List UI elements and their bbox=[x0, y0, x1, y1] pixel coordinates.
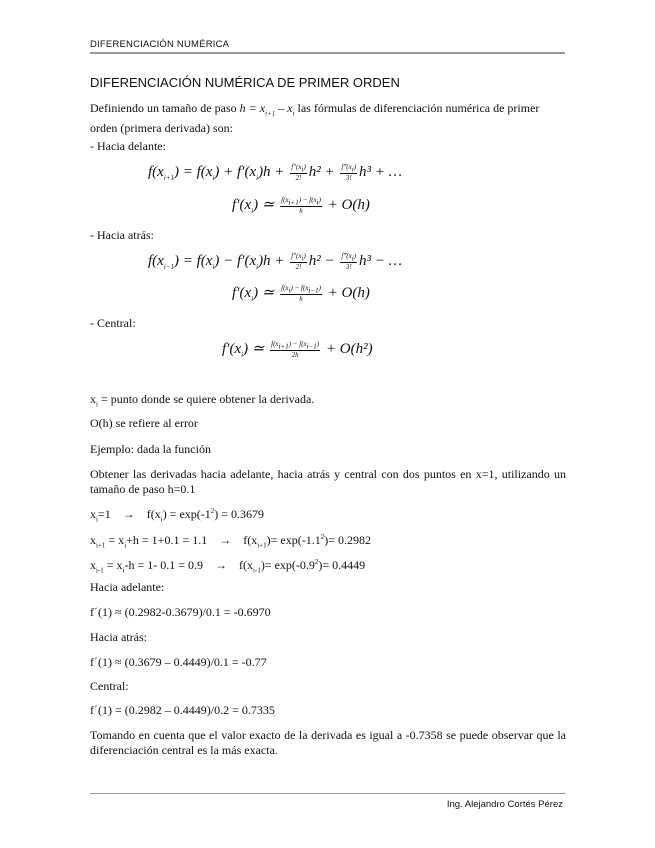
backward-result-label: Hacia atrás: bbox=[90, 630, 147, 644]
page-header: DIFERENCIACIÓN NUMÉRICA bbox=[90, 39, 230, 50]
central-result-value: f΄(1) = (0.2982 – 0.4449)/0.2 = 0.7335 bbox=[90, 703, 275, 717]
forward-result-value: f΄(1) ≈ (0.2982-0.3679)/0.1 = -0.6970 bbox=[90, 605, 271, 619]
arrow-icon: → bbox=[215, 558, 228, 572]
example-label: Ejemplo: dada la función bbox=[90, 442, 211, 456]
xi-definition: $x_i$ = punto donde se quiere obtener la derivada. bbox=[90, 392, 315, 409]
forward-result-label: Hacia adelante: bbox=[90, 580, 165, 594]
forward-taylor-equation: $f(x_{i+1}) = f(x_i) + f'(x_i)h$ + $\frac{f''(x_i)}{2!}$ h² + $\frac{f‴(x_i)}{3!}$ h³ + … bbox=[148, 163, 403, 183]
error-note: O(h) se refiere al error bbox=[90, 416, 198, 430]
central-derivative-equation: $f'(x_i)$ ≃ $\frac{f(x_{i+1}) - f(x_{i-1})}{2h}$ + O(h²) bbox=[222, 340, 373, 360]
central-label: - Central: bbox=[90, 316, 136, 330]
central-result-label: Central: bbox=[90, 679, 129, 693]
backward-derivative-equation: $f'(x_i)$ ≃ $\frac{f(x_i) - f(x_{i-1})}{h}$ + O(h) bbox=[232, 284, 370, 304]
forward-label: - Hacia delante: bbox=[90, 139, 166, 153]
section-title: DIFERENCIACIÓN NUMÉRICA DE PRIMER ORDEN bbox=[90, 75, 400, 90]
intro-paragraph: Definiendo un tamaño de paso $h = x_{i+1} - x_i$ las fórmulas de diferenciación numérica de primer orden (primera derivada) son: bbox=[90, 101, 540, 136]
backward-taylor-equation: $f(x_{i-1}) = f(x_i) - f'(x_i)h$ + $\frac{f''(x_i)}{2!}$ h² − $\frac{f‴(x_i)}{3!}$ h³ − … bbox=[148, 252, 403, 272]
backward-result-value: f΄(1) ≈ (0.3679 – 0.4449)/0.1 = -0.77 bbox=[90, 655, 267, 669]
forward-derivative-equation: $f'(x_i)$ ≃ $\frac{f(x_{i+1}) - f(x_i)}{h}$ + O(h) bbox=[232, 196, 370, 216]
value-row-xi: $x_i=1 \to f(x_i) = \exp(-1^2) = 0.3679$ bbox=[90, 507, 265, 524]
value-row-xi-plus-1: $x_{i+1} = x_i+h = 1+0.1 = 1.1 \to f(x_{i+1})= \exp(-1.1^2)= 0.2982$ bbox=[90, 533, 371, 550]
footer-rule bbox=[90, 793, 565, 794]
backward-label: - Hacia atrás: bbox=[90, 228, 154, 242]
arrow-icon: → bbox=[122, 507, 135, 521]
conclusion-paragraph: Tomando en cuenta que el valor exacto de la derivada es igual a -0.7358 se puede observar que la diferenciación central es la más exacta. bbox=[90, 728, 566, 757]
header-rule bbox=[90, 52, 565, 54]
task-paragraph: Obtener las derivadas hacia adelante, hacia atrás y central con dos puntos en x=1, utilizando un tamaño de paso h=0.1 bbox=[90, 467, 566, 496]
page-footer: Ing. Alejandro Cortés Pérez bbox=[446, 799, 563, 810]
value-row-xi-minus-1: $x_{i-1} = x_i-h = 1-$ $0.1 = 0.9 \to f(x_{i-1})= \exp(-0.9^2)= 0.4449$ bbox=[90, 558, 366, 575]
arrow-icon: → bbox=[219, 533, 232, 547]
